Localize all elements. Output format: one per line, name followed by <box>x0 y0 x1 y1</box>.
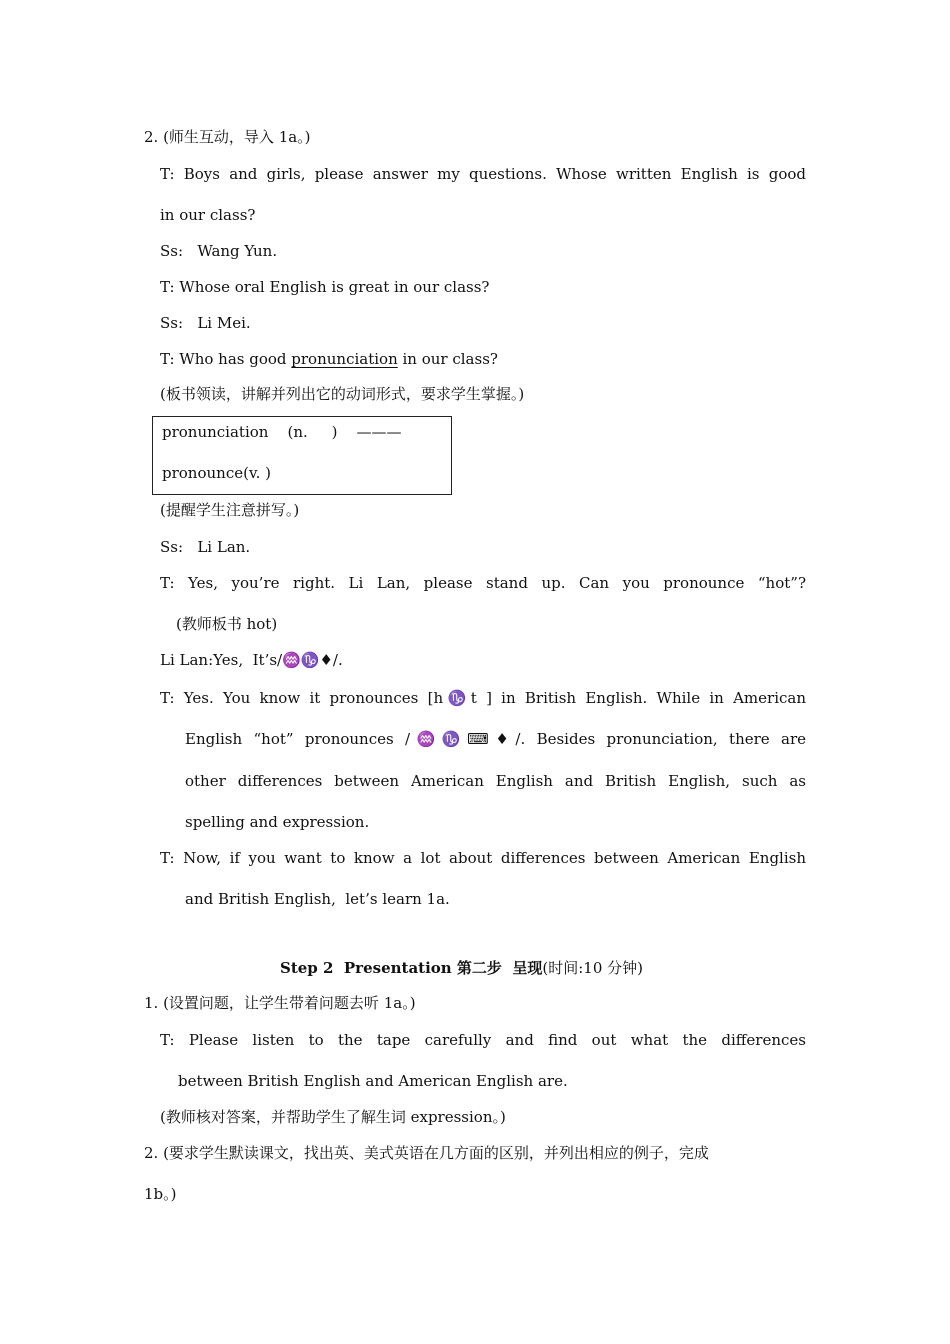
note-check-answers: (教师核对答案，并帮助学生了解生词 expression。) <box>160 1108 506 1126</box>
teacher-line-5-2: English “hot” pronounces /♒♑⌨♦/. Besides pronunciation, there are <box>185 730 806 748</box>
underlined-word: pronunciation <box>291 350 398 368</box>
teacher-line-3-suffix: in our class? <box>397 350 498 368</box>
note-board-reading: (板书领读，讲解并列出它的动词形式，要求学生掌握。) <box>160 385 525 403</box>
teacher-line-6-2: and British English, let’s learn 1a. <box>185 890 450 908</box>
step2-item-2-line-2: 1b。) <box>144 1185 177 1203</box>
teacher-line-7-2: between British English and American English are. <box>178 1072 568 1090</box>
step2-heading-title: Step 2 Presentation 第二步 呈现 <box>280 959 543 977</box>
note-hot: (教师板书 hot) <box>176 615 278 633</box>
teacher-line-3 <box>160 349 498 369</box>
section-item-2-heading: 2. (师生互动，导入 1a。) <box>144 128 311 146</box>
step2-heading-time: (时间:10 分钟) <box>542 959 643 977</box>
teacher-line-7-1: T: Please listen to the tape carefully and find out what the differences <box>160 1031 806 1049</box>
students-answer-3: Ss: Li Lan. <box>160 538 251 556</box>
note-spelling: (提醒学生注意拼写。) <box>160 501 300 519</box>
step2-item-2-line-1: 2. (要求学生默读课文，找出英、美式英语在几方面的区别，并列出相应的例子，完成 <box>144 1144 709 1162</box>
teacher-line-5-4: spelling and expression. <box>185 813 370 831</box>
teacher-line-5-3: other differences between American English and British English, such as <box>185 772 806 790</box>
teacher-line-1-cont: in our class? <box>160 206 256 224</box>
teacher-line-1: T: Boys and girls, please answer my questions. Whose written English is good <box>160 165 806 183</box>
step2-heading <box>280 958 643 978</box>
teacher-line-6-1: T: Now, if you want to know a lot about differences between American English <box>160 849 806 867</box>
board-box-line-1: pronunciation (n. ) ——— <box>162 423 402 441</box>
step2-item-1-heading: 1. (设置问题，让学生带着问题去听 1a。) <box>144 994 416 1012</box>
teacher-line-2: T: Whose oral English is great in our class? <box>160 278 490 296</box>
teacher-line-3-prefix: T: Who has good <box>160 350 292 368</box>
teacher-line-5-1: T: Yes. You know it pronounces [h♑t ] in British English. While in American <box>160 689 806 707</box>
students-answer-1: Ss: Wang Yun. <box>160 242 278 260</box>
board-box-line-2: pronounce(v. ) <box>162 464 272 482</box>
teacher-line-4: T: Yes, you’re right. Li Lan, please stand up. Can you pronounce “hot”? <box>160 574 806 592</box>
lilan-answer: Li Lan:Yes, It’s/♒♑♦/. <box>160 651 343 669</box>
students-answer-2: Ss: Li Mei. <box>160 314 251 332</box>
